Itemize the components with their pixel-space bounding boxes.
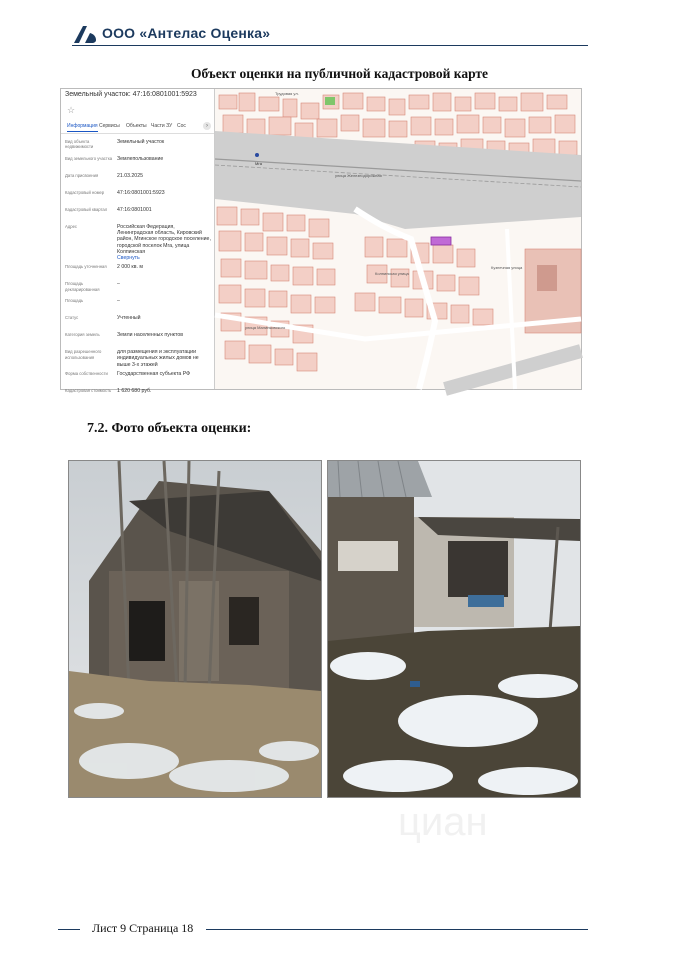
photo-shed-yard [327,460,581,798]
target-parcel [431,237,451,245]
company-name: ООО «Антелас Оценка» [102,25,271,41]
street-label: Колпинская улица [375,271,409,276]
footer-divider-left [58,929,80,930]
star-icon: ☆ [67,105,76,115]
map-section-title: Объект оценки на публичной кадастровой карте [190,66,489,81]
photo-abandoned-house [68,460,322,798]
attr-row: Кадастровый номер 47:16:0801001:5923 [65,190,165,196]
parcel-attributes [65,139,211,405]
attr-row: Кадастровая стоимость 1 620 680 руб. [65,387,152,394]
parcel-title: Земельный участок: 47:16:0801001:5923 [65,91,197,98]
watermark: циан [398,800,488,844]
page-number: Лист 9 Страница 18 [92,921,194,935]
tab-objects: Объекты [126,123,147,129]
attr-row: Вид объекта недвижимости Земельный участок [65,139,165,150]
tab-more: Сос [177,123,186,129]
tab-info: Информация [67,123,98,132]
header-divider [72,45,588,46]
photos-section-title: 7.2. Фото объекта оценки: [87,421,252,436]
attr-row: Дата присвоения 21.03.2025 [65,173,143,179]
parcel-info-panel [61,89,215,394]
tab-parts: Части ЗУ [151,123,173,129]
street-label: улица Малинковского [245,325,286,330]
footer-divider-right [206,929,588,930]
chevron-right-icon: › [203,122,211,130]
attr-row: Категория земель Земли населенных пунктов [65,332,183,339]
cadastral-map-screenshot [60,88,582,394]
attr-row: Статус Учтенный [65,315,141,322]
company-logo-icon [72,24,98,44]
attr-row: Форма собственности Государственная субъекта РФ [65,370,191,377]
attr-row: Площадь декларированная – [65,281,120,292]
collapse-link: Свернуть [117,255,140,262]
attr-row: Адрес Российская Федерация, Ленинградская область, Кировский район, Мгинское городское поселение, городской поселок Мга, улица Колпинская Свернуть [65,224,211,262]
street-label: улица Железнодорожная [335,173,382,178]
attr-row: Кадастровый квартал 47:16:0801001 [65,207,152,213]
tab-services: Сервисы [99,123,120,129]
cadastral-map [215,89,581,389]
street-label: Кузнечная улица [491,265,523,270]
station-label: Мга [255,161,262,166]
attr-row: Вид земельного участка Землепользование [65,156,164,162]
attr-row: Площадь – [65,298,120,305]
panel-tabs [61,121,214,134]
attr-row: Вид разрешенного использования для размещения и эксплуатации индивидуальных жилых домов не выше 3-х этажей [65,349,199,368]
street-label: Трудовая ул. [275,91,299,96]
attr-row: Площадь уточненная 2 000 кв. м [65,264,143,271]
